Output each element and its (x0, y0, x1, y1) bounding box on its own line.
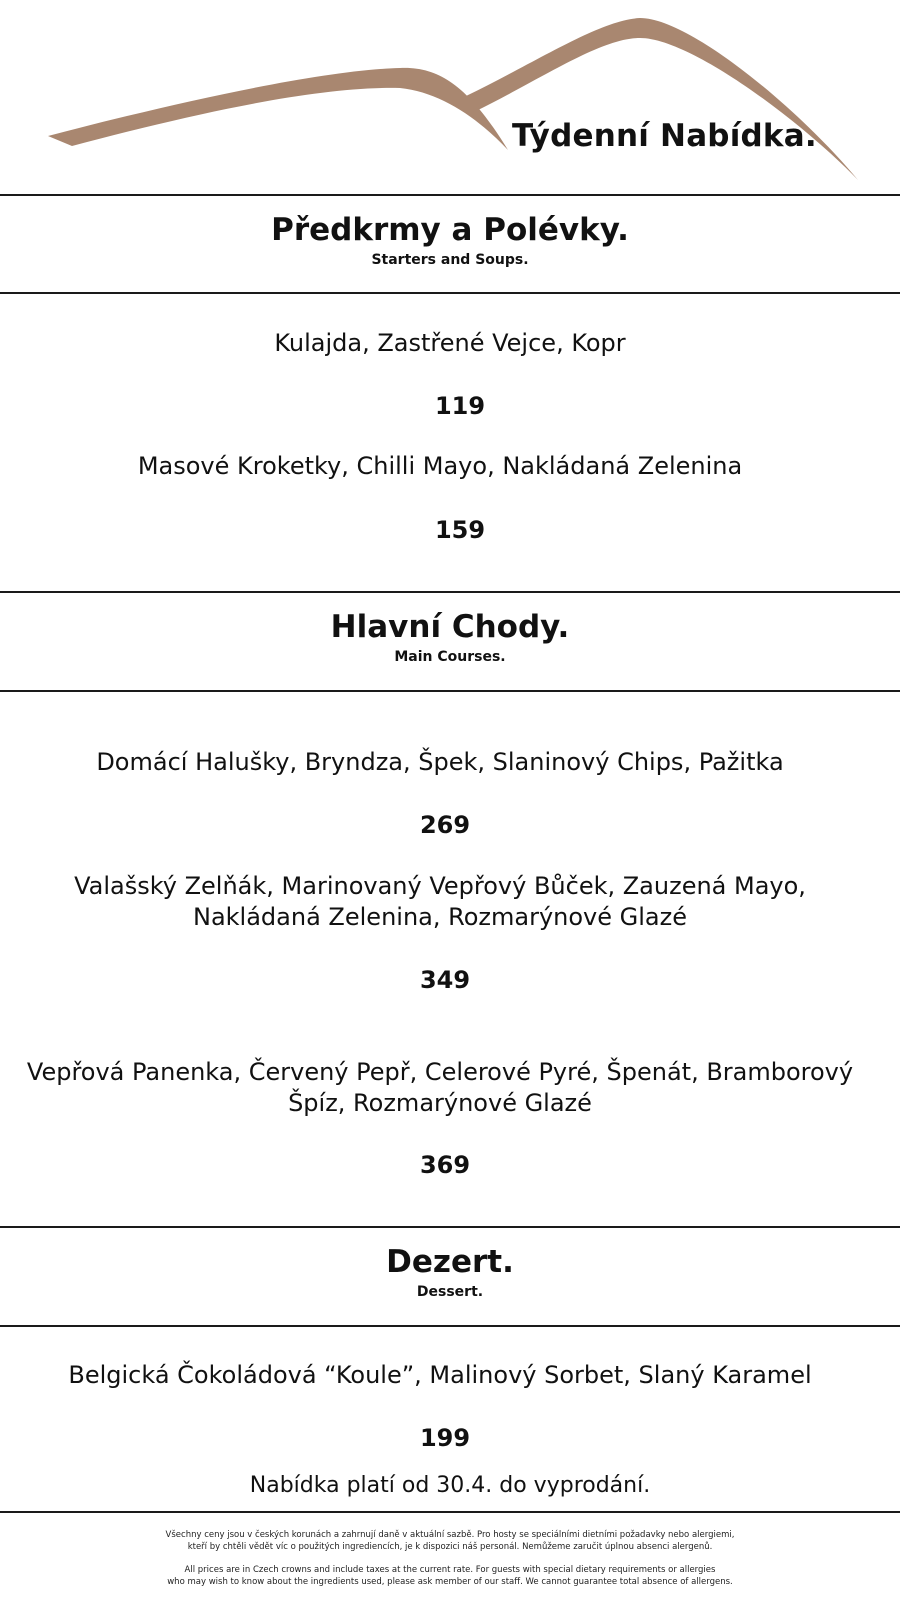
menu-item-price: 159 (434, 516, 486, 544)
divider (0, 292, 900, 294)
section-title: Předkrmy a Polévky. (271, 212, 629, 248)
section-dessert-heading (0, 1243, 900, 1301)
menu-item-price: 199 (419, 1424, 471, 1452)
menu-item-price: 369 (419, 1151, 471, 1179)
swoosh-left-stroke (48, 68, 508, 150)
section-starters-heading (0, 211, 900, 269)
menu-item-price: 349 (419, 966, 471, 994)
divider (0, 1226, 900, 1228)
disclaimer-en-line-1: All prices are in Czech crowns and include taxes at the current rate. For guests with special dietary requirements or allergies (184, 1565, 716, 1575)
section-subtitle: Dessert. (416, 1284, 484, 1300)
menu-item-name: Masové Kroketky, Chilli Mayo, Nakládaná Zelenina (137, 452, 743, 480)
section-subtitle: Starters and Soups. (371, 252, 529, 268)
divider (0, 1325, 900, 1327)
divider (0, 591, 900, 593)
disclaimer-cz-line-2: kteří by chtěli vědět víc o použitých ingrediencích, je k dispozici náš personál. Nemůžeme zaručit úplnou absenci alergenů. (187, 1542, 713, 1552)
menu-item-name: Kulajda, Zastřené Vejce, Kopr (274, 329, 626, 357)
section-title: Hlavní Chody. (330, 609, 570, 645)
menu-item-name: Domácí Halušky, Bryndza, Špek, Slaninový Chips, Pažitka (96, 748, 784, 776)
section-subtitle: Main Courses. (394, 649, 506, 665)
swoosh-right-stroke (466, 18, 858, 180)
menu-item-price: 269 (419, 811, 471, 839)
logo-swoosh-icon (0, 0, 900, 190)
section-main-courses-heading (0, 608, 900, 666)
menu-item-name: Belgická Čokoládová “Koule”, Malinový Sorbet, Slaný Karamel (68, 1361, 812, 1389)
menu-item-name-line-2: Špíz, Rozmarýnové Glazé (288, 1089, 592, 1117)
divider (0, 1511, 900, 1513)
offer-validity-note: Nabídka platí od 30.4. do vyprodání. (249, 1473, 651, 1498)
menu-item-name-line-2: Nakládaná Zelenina, Rozmarýnové Glazé (193, 903, 687, 931)
menu-header (0, 0, 900, 190)
divider (0, 690, 900, 692)
menu-item-name-line-1: Valašský Zelňák, Marinovaný Vepřový Bůček, Zauzená Mayo, (74, 872, 806, 900)
disclaimer-cz-line-1: Všechny ceny jsou v českých korunách a zahrnují daně v aktuální sazbě. Pro hosty se speciálními dietními požadavky nebo alergiemi, (165, 1530, 735, 1540)
divider (0, 194, 900, 196)
disclaimer-en-line-2: who may wish to know about the ingredients used, please ask member of our staff. We cannot guarantee total absence of allergens. (167, 1577, 733, 1587)
menu-item-name-line-1: Vepřová Panenka, Červený Pepř, Celerové Pyré, Špenát, Bramborový (26, 1058, 854, 1086)
section-title: Dezert. (386, 1244, 514, 1280)
page-title: Týdenní Nabídka. (512, 118, 817, 154)
menu-item-price: 119 (434, 392, 486, 420)
